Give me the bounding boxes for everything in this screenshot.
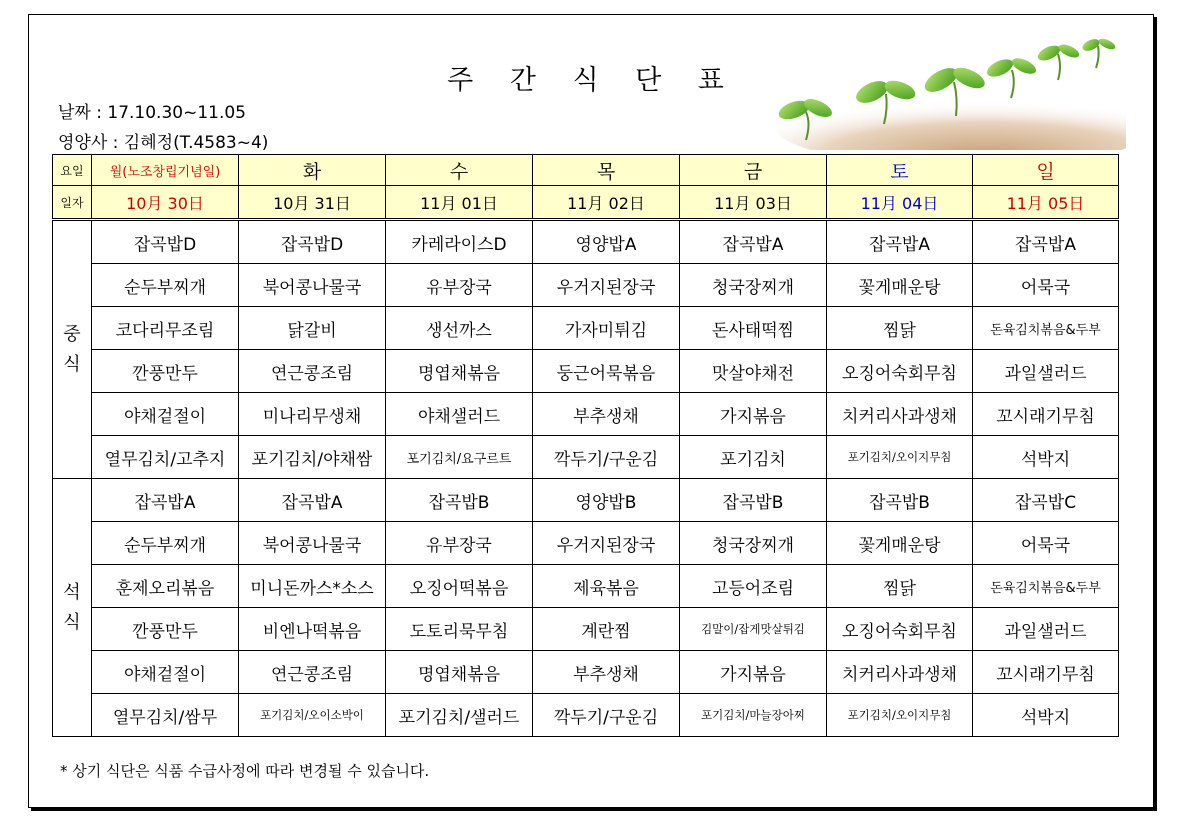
menu-item: 깐풍만두 [92,608,239,651]
menu-item: 영양밥B [533,479,680,522]
menu-item: 과일샐러드 [973,608,1119,651]
menu-item: 잡곡밥A [973,221,1119,264]
date-sun: 11月 05日 [973,186,1119,219]
menu-item: 포기김치/오이소박이 [239,694,386,737]
menu-item: 돈육김치볶음&두부 [973,565,1119,608]
menu-item: 우거지된장국 [533,522,680,565]
menu-item: 포기김치/마늘장아찌 [680,694,827,737]
menu-item: 포기김치/야채쌈 [239,436,386,479]
menu-item: 오징어떡볶음 [386,565,533,608]
menu-item: 비엔나떡볶음 [239,608,386,651]
menu-item: 미니돈까스*소스 [239,565,386,608]
dinner-row [53,651,1119,694]
day-sun: 일 [973,155,1119,186]
menu-item: 꼬시래기무침 [973,393,1119,436]
menu-item: 포기김치/요구르트 [386,436,533,479]
menu-item: 연근콩조림 [239,651,386,694]
menu-item: 부추생채 [533,651,680,694]
lunch-row [53,350,1119,393]
menu-item: 잡곡밥A [239,479,386,522]
menu-item: 계란찜 [533,608,680,651]
menu-item: 가지볶음 [680,651,827,694]
day-mon: 월(노조창립기념일) [92,155,239,186]
menu-item: 치커리사과생채 [827,393,973,436]
menu-item: 북어콩나물국 [239,522,386,565]
menu-item: 닭갈비 [239,307,386,350]
menu-item: 연근콩조림 [239,350,386,393]
dinner-label: 석 식 [53,479,92,737]
menu-item: 돈육김치볶음&두부 [973,307,1119,350]
menu-item: 잡곡밥A [92,479,239,522]
menu-item: 꽃게매운탕 [827,522,973,565]
menu-item: 야채겉절이 [92,393,239,436]
menu-item: 우거지된장국 [533,264,680,307]
menu-item: 열무김치/고추지 [92,436,239,479]
menu-item: 고등어조림 [680,565,827,608]
menu-item: 찜닭 [827,565,973,608]
lunch-row [53,436,1119,479]
menu-item: 오징어숙회무침 [827,350,973,393]
nutritionist-info: 영양사 : 김혜정(T.4583~4) [58,133,269,153]
menu-item: 석박지 [973,436,1119,479]
menu-item: 유부장국 [386,264,533,307]
day-label: 요일 [53,155,92,186]
menu-item: 찜닭 [827,307,973,350]
menu-item: 치커리사과생채 [827,651,973,694]
menu-item: 잡곡밥B [680,479,827,522]
menu-item: 잡곡밥B [386,479,533,522]
menu-item: 제육볶음 [533,565,680,608]
day-wed: 수 [386,155,533,186]
sprout-illustration [766,28,1126,150]
menu-item: 포기김치/샐러드 [386,694,533,737]
dinner-row [53,565,1119,608]
menu-item: 잡곡밥B [827,479,973,522]
date-mon: 10月 30日 [92,186,239,219]
menu-item: 유부장국 [386,522,533,565]
day-fri: 금 [680,155,827,186]
menu-item: 순두부찌개 [92,264,239,307]
menu-item: 잡곡밥A [680,221,827,264]
menu-item: 부추생채 [533,393,680,436]
day-tue: 화 [239,155,386,186]
date-label: 일자 [53,186,92,219]
lunch-row [53,393,1119,436]
menu-item: 도토리묵무침 [386,608,533,651]
menu-item: 오징어숙회무침 [827,608,973,651]
menu-item: 깐풍만두 [92,350,239,393]
menu-item: 열무김치/쌈무 [92,694,239,737]
date-fri: 11月 03日 [680,186,827,219]
menu-item: 깍두기/구운김 [533,436,680,479]
menu-item: 포기김치/오이지무침 [827,436,973,479]
lunch-section [53,221,1119,479]
menu-item: 야채샐러드 [386,393,533,436]
menu-item: 청국장찌개 [680,264,827,307]
menu-item: 김말이/잡게맛살튀김 [680,608,827,651]
menu-item: 둥근어묵볶음 [533,350,680,393]
menu-item: 깍두기/구운김 [533,694,680,737]
menu-item: 훈제오리볶음 [92,565,239,608]
date-sat: 11月 04日 [827,186,973,219]
dinner-row [53,522,1119,565]
menu-item: 생선까스 [386,307,533,350]
dinner-row [53,694,1119,737]
lunch-row [53,264,1119,307]
day-sat: 토 [827,155,973,186]
page-title: 주 간 식 단 표 [447,65,738,96]
date-tue: 10月 31日 [239,186,386,219]
menu-item: 포기김치 [680,436,827,479]
menu-item: 야채겉절이 [92,651,239,694]
menu-item: 가지볶음 [680,393,827,436]
lunch-row [53,307,1119,350]
menu-item: 잡곡밥C [973,479,1119,522]
menu-item: 북어콩나물국 [239,264,386,307]
menu-item: 카레라이스D [386,221,533,264]
menu-item: 포기김치/오이지무침 [827,694,973,737]
dinner-section [53,479,1119,737]
menu-item: 잡곡밥D [92,221,239,264]
menu-item: 영양밥A [533,221,680,264]
dinner-row [53,479,1119,522]
date-thu: 11月 02日 [533,186,680,219]
weekly-menu-table [52,154,1119,737]
footnote: * 상기 식단은 식품 수급사정에 따라 변경될 수 있습니다. [60,762,430,780]
dinner-row [53,608,1119,651]
menu-item: 미나리무생채 [239,393,386,436]
menu-item: 맛살야채전 [680,350,827,393]
lunch-row [53,221,1119,264]
menu-item: 잡곡밥A [827,221,973,264]
menu-item: 청국장찌개 [680,522,827,565]
menu-item: 코다리무조림 [92,307,239,350]
day-header-row [53,155,1119,186]
lunch-label: 중 식 [53,221,92,479]
menu-item: 돈사태떡찜 [680,307,827,350]
menu-item: 명엽채볶음 [386,651,533,694]
menu-item: 명엽채볶음 [386,350,533,393]
menu-item: 꽃게매운탕 [827,264,973,307]
menu-item: 꼬시래기무침 [973,651,1119,694]
date-range: 날짜 : 17.10.30~11.05 [58,103,246,123]
menu-item: 잡곡밥D [239,221,386,264]
menu-item: 어묵국 [973,522,1119,565]
menu-item: 순두부찌개 [92,522,239,565]
date-header-row [53,186,1119,219]
menu-item: 석박지 [973,694,1119,737]
day-thu: 목 [533,155,680,186]
menu-item: 가자미튀김 [533,307,680,350]
menu-item: 과일샐러드 [973,350,1119,393]
menu-item: 어묵국 [973,264,1119,307]
date-wed: 11月 01日 [386,186,533,219]
